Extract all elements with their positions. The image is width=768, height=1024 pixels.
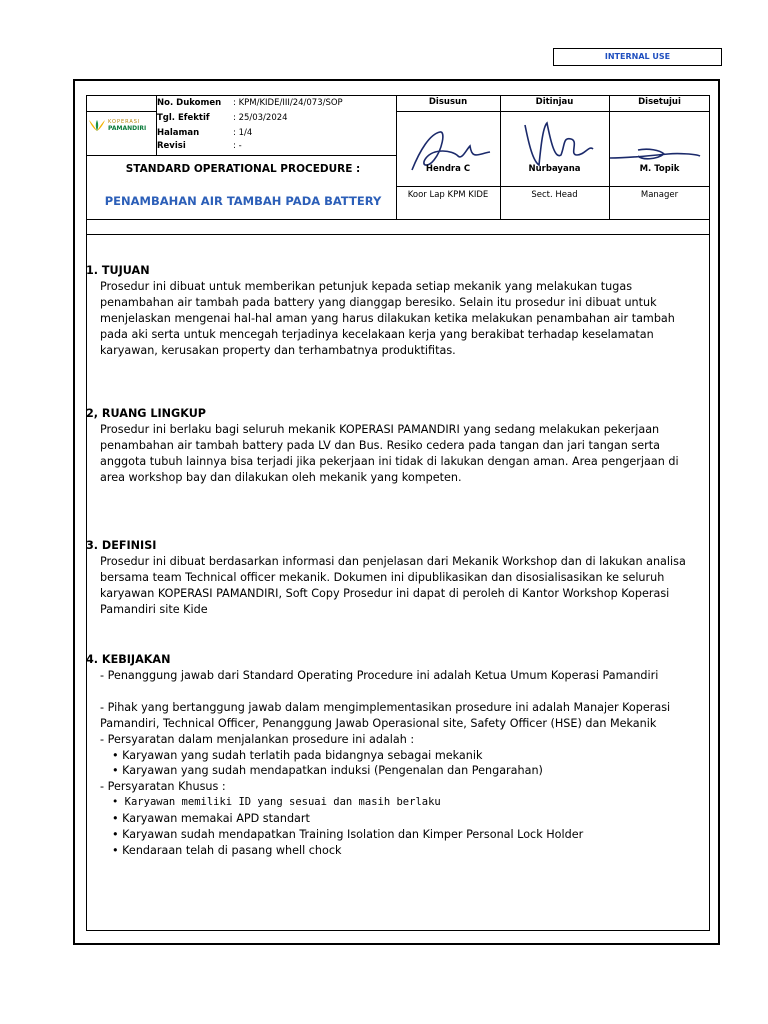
- approval-head-approved: Disetujui: [638, 97, 681, 107]
- approver-role-prepared: Koor Lap KPM KIDE: [407, 190, 489, 200]
- approver-name-approved: M. Topik: [639, 164, 680, 174]
- paragraph-line: penambahan air tambah battery pada LV dan Bus. Resiko cedera pada tangan dan jari tangan serta: [100, 438, 660, 452]
- approver-role-reviewed: Sect. Head: [531, 190, 578, 200]
- paragraph-line: - Penanggung jawab dari Standard Operating Procedure ini adalah Ketua Umum Koperasi Pamandiri: [100, 668, 659, 682]
- approver-name-prepared: Hendra C: [425, 164, 471, 174]
- doc-info-label: Halaman: [157, 128, 200, 138]
- approval-head-prepared: Disusun: [428, 97, 468, 107]
- section-title: 1. TUJUAN: [86, 264, 150, 277]
- koperasi-logo: [88, 114, 154, 138]
- approver-name-reviewed: Nurbayana: [528, 164, 581, 174]
- section-title: 2, RUANG LINGKUP: [86, 407, 206, 420]
- paragraph-line: anggota tubuh lainnya bisa terjadi jika pekerjaan ini tidak di lakukan dengan aman. Area pengerjaan di: [100, 454, 679, 468]
- paragraph-line: Pamandiri site Kide: [100, 602, 208, 616]
- logo-text-top: KOPERASI: [108, 119, 141, 125]
- section-title: 3. DEFINISI: [86, 539, 157, 552]
- doc-info-value: : 25/03/2024: [233, 113, 288, 123]
- doc-info-label: Tgl. Efektif: [157, 113, 210, 123]
- approver-role-approved: Manager: [640, 190, 679, 200]
- paragraph-line: - Persyaratan dalam menjalankan prosedure ini adalah :: [100, 732, 415, 746]
- approval-head-reviewed: Ditinjau: [535, 97, 574, 107]
- section-definisi: [86, 538, 706, 618]
- list-item: • Karyawan sudah mendapatkan Training Isolation dan Kimper Personal Lock Holder: [86, 827, 706, 843]
- doc-info-value: : 1/4: [233, 128, 253, 138]
- section-title: 4. KEBIJAKAN: [86, 653, 171, 666]
- paragraph-line: pada aki serta untuk mencegah terjadinya kecelakaan kerja yang berakibat terhadap keselamatan: [100, 327, 654, 341]
- paragraph-line: Prosedur ini dibuat untuk memberikan petunjuk kepada setiap mekanik yang melakukan tugas: [100, 279, 633, 293]
- logo-text-bottom: PAMANDIRI: [108, 125, 147, 132]
- doc-info-value: : -: [233, 141, 242, 151]
- section-kebijakan: [86, 652, 706, 859]
- paragraph-line: menjelaskan mengenai hal-hal aman yang harus dilakukan ketika melakukan penambahan air tambah: [100, 311, 675, 325]
- paragraph-line: - Pihak yang bertanggung jawab dalam mengimplementasikan prosedure ini adalah Manajer Koperasi: [100, 700, 671, 714]
- doc-info-value: : KPM/KIDE/III/24/073/SOP: [233, 98, 343, 108]
- sop-label: STANDARD OPERATIONAL PROCEDURE :: [125, 163, 361, 175]
- list-item: • Karyawan yang sudah mendapatkan induksi (Pengenalan dan Pengarahan): [86, 763, 706, 779]
- internal-use-tag: INTERNAL USE: [553, 48, 722, 66]
- paragraph-line: area workshop bay dan dilakukan oleh mekanik yang kompeten.: [100, 470, 462, 484]
- paragraph-line: penambahan air tambah pada battery yang dianggap beresiko. Selain itu prosedur ini dibuat untuk: [100, 295, 657, 309]
- list-item: • Karyawan memakai APD standart: [86, 811, 706, 827]
- list-item: • Karyawan yang sudah terlatih pada bidangnya sebagai mekanik: [86, 748, 706, 764]
- paragraph-line: bersama team Technical officer mekanik. Dokumen ini dipublikasikan dan disosialisasikan ke seluruh: [100, 570, 665, 584]
- sop-title: PENAMBAHAN AIR TAMBAH PADA BATTERY: [104, 194, 382, 208]
- doc-info-label: No. Dukomen: [157, 98, 222, 108]
- paragraph-line: karyawan KOPERASI PAMANDIRI, Soft Copy Prosedur ini dapat di peroleh di Kantor Workshop Koperasi: [100, 586, 670, 600]
- section-tujuan: [86, 263, 706, 358]
- logo-leaf-icon: [88, 116, 106, 134]
- section-ruang-lingkup: [86, 406, 706, 486]
- paragraph-line: Prosedur ini berlaku bagi seluruh mekanik KOPERASI PAMANDIRI yang sedang melakukan pekerjaan: [100, 422, 660, 436]
- paragraph-line: Pamandiri, Technical Officer, Penanggung Jawab Operasional site, Safety Officer (HSE) dan Mekanik: [100, 716, 657, 730]
- list-item: • Karyawan memiliki ID yang sesuai dan masih berlaku: [86, 795, 706, 811]
- paragraph-line: Prosedur ini dibuat berdasarkan informasi dan penjelasan dari Mekanik Workshop dan di lakukan analisa: [100, 554, 686, 568]
- doc-info-label: Revisi: [157, 141, 186, 151]
- list-item: • Kendaraan telah di pasang whell chock: [86, 843, 706, 859]
- paragraph-line: karyawan, kerusakan property dan terhambatnya produktifitas.: [100, 343, 456, 357]
- paragraph-line: - Persyaratan Khusus :: [100, 780, 226, 794]
